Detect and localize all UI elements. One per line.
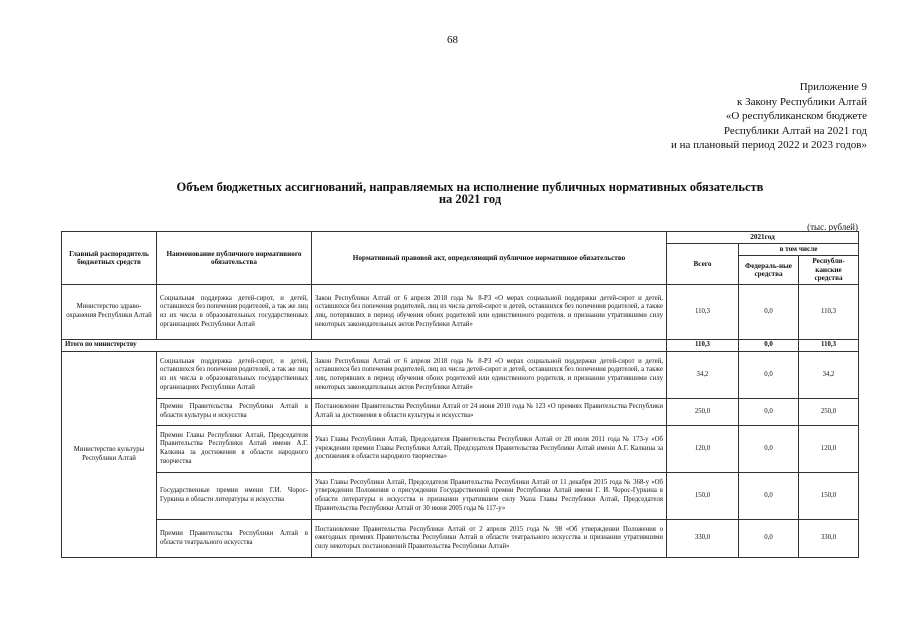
obligation-cell: Государственные премии имени Г.И. Чорос-Гуркина в области литературы и искусства bbox=[157, 473, 312, 520]
republican-cell: 330,0 bbox=[799, 520, 859, 558]
subtotal-label: Итого по министерству bbox=[62, 340, 667, 352]
obligation-cell: Премии Правительства Республики Алтай в области театрального искусства bbox=[157, 520, 312, 558]
federal-cell: 0,0 bbox=[739, 520, 799, 558]
header-obligation: Наименование публичного нормативного обязательства bbox=[157, 232, 312, 285]
distributor-cell: Министерство здраво-охранения Республики Алтай bbox=[62, 285, 157, 340]
total-cell: 150,0 bbox=[667, 473, 739, 520]
header-year: 2021год bbox=[667, 232, 859, 244]
federal-cell: 0,0 bbox=[739, 399, 799, 426]
appendix-line: к Закону Республики Алтай bbox=[737, 95, 867, 108]
obligation-cell: Социальная поддержка детей-сирот, и детей, оставшихся без попечения родителей, а так же лиц из их числа в образовательных государственных организациях Республики Алтай bbox=[157, 285, 312, 340]
total-cell: 34,2 bbox=[667, 352, 739, 399]
act-cell: Указ Главы Республики Алтай, Председателя Правительства Республики Алтай от 11 декабря 2015 года № 368-у «Об утверждении Положения о присуждении Государственной премии Республики Алтай имени Г. И. Чорос-Гуркина в области литературы и искусства и признании утратившим силу Указа Главы Республики Алтай, Председателя Правительства Республики Алтай от 30 июня 2005 года № 117-у» bbox=[312, 473, 667, 520]
appendix-heading bbox=[671, 80, 867, 153]
republican-cell: 150,0 bbox=[799, 473, 859, 520]
act-cell: Постановление Правительства Республики Алтай от 2 апреля 2015 года № 98 «Об утверждении Положения о ежегодных премиях Правительства Республики Алтай в области театрального искусства и признании утратившими силу некоторых постановлений Правительства Республики Алтай» bbox=[312, 520, 667, 558]
total-cell: 110,3 bbox=[667, 285, 739, 340]
appendix-line: Приложение 9 bbox=[799, 81, 867, 93]
table-row bbox=[62, 399, 859, 426]
obligation-cell: Премии Правительства Республики Алтай в области культуры и искусства bbox=[157, 399, 312, 426]
act-cell: Указ Главы Республики Алтай, Председателя Правительства Республики Алтай от 28 июля 2011 года № 173-у «Об учреждении премии Главы Республики Алтай, Председателя Правительства Республики Алтай имени А.Г. Калкина за достижения в области народного творчества» bbox=[312, 426, 667, 473]
table-row bbox=[62, 352, 859, 399]
document-title bbox=[90, 181, 850, 205]
federal-cell: 0,0 bbox=[739, 473, 799, 520]
subtotal-total: 110,3 bbox=[667, 340, 739, 352]
header-including: в том числе bbox=[739, 244, 859, 256]
appendix-line: «О республиканском бюджете bbox=[725, 110, 867, 122]
header-act: Нормативный правовой акт, определяющий публичное нормативное обязательство bbox=[312, 232, 667, 285]
table-row bbox=[62, 520, 859, 558]
distributor-cell: Министерство культуры Республики Алтай bbox=[62, 352, 157, 558]
units-label: (тыс. рублей) bbox=[807, 222, 858, 232]
total-cell: 330,0 bbox=[667, 520, 739, 558]
obligation-cell: Социальная поддержка детей-сирот, и детей, оставшихся без попечения родителей, а так же лиц из их числа в образовательных государственных организациях Республики Алтай bbox=[157, 352, 312, 399]
table-row bbox=[62, 285, 859, 340]
header-distributor: Главный распорядитель бюджетных средств bbox=[62, 232, 157, 285]
appendix-line: Республики Алтай на 2021 год bbox=[723, 124, 867, 137]
table-row bbox=[62, 473, 859, 520]
header-federal: Федераль-ные средства bbox=[739, 256, 799, 285]
total-cell: 250,0 bbox=[667, 399, 739, 426]
federal-cell: 0,0 bbox=[739, 426, 799, 473]
subtotal-republican: 110,3 bbox=[799, 340, 859, 352]
appropriations-table bbox=[61, 231, 859, 558]
federal-cell: 0,0 bbox=[739, 285, 799, 340]
title-line: Объем бюджетных ассигнований, направляемых на исполнение публичных нормативных обязательств bbox=[176, 180, 764, 194]
header-republican: Республи-канские средства bbox=[799, 256, 859, 285]
subtotal-row bbox=[62, 340, 859, 352]
header-total: Всего bbox=[667, 244, 739, 285]
act-cell: Закон Республики Алтай от 6 апреля 2018 года № 8-РЗ «О мерах социальной поддержки детей-сирот и детей, оставшихся без попечения родителей, лиц из числа детей-сирот и детей, оставшихся без попечения родителей, а также лиц, потерявших в период обучения обоих родителей или единственного родителя, и признании утратившими силу некоторых законодательных актов Республики Алтай» bbox=[312, 285, 667, 340]
total-cell: 120,0 bbox=[667, 426, 739, 473]
page-number: 68 bbox=[447, 34, 458, 46]
subtotal-federal: 0,0 bbox=[739, 340, 799, 352]
republican-cell: 34,2 bbox=[799, 352, 859, 399]
act-cell: Закон Республики Алтай от 6 апреля 2018 года № 8-РЗ «О мерах социальной поддержки детей-сирот и детей, оставшихся без попечения родителей, лиц из числа детей-сирот и детей, оставшихся без попечения родителей, а также лиц, потерявших в период обучения обоих родителей или единственного родителя, и признании утратившими силу некоторых законодательных актов Республики Алтай» bbox=[312, 352, 667, 399]
obligation-cell: Премии Главы Республики Алтай, Председателя Правительства Республики Алтай имени А.Г. Калкина за достижения в области народного творчества bbox=[157, 426, 312, 473]
header-row bbox=[62, 232, 859, 244]
appendix-line: и на плановый период 2022 и 2023 годов» bbox=[670, 139, 867, 151]
republican-cell: 120,0 bbox=[799, 426, 859, 473]
act-cell: Постановление Правительства Республики Алтай от 24 июня 2010 года № 123 «О премиях Правительства Республики Алтай за достижения в области культуры и искусства» bbox=[312, 399, 667, 426]
title-line: на 2021 год bbox=[438, 192, 502, 206]
republican-cell: 110,3 bbox=[799, 285, 859, 340]
republican-cell: 250,0 bbox=[799, 399, 859, 426]
table-row bbox=[62, 426, 859, 473]
federal-cell: 0,0 bbox=[739, 352, 799, 399]
